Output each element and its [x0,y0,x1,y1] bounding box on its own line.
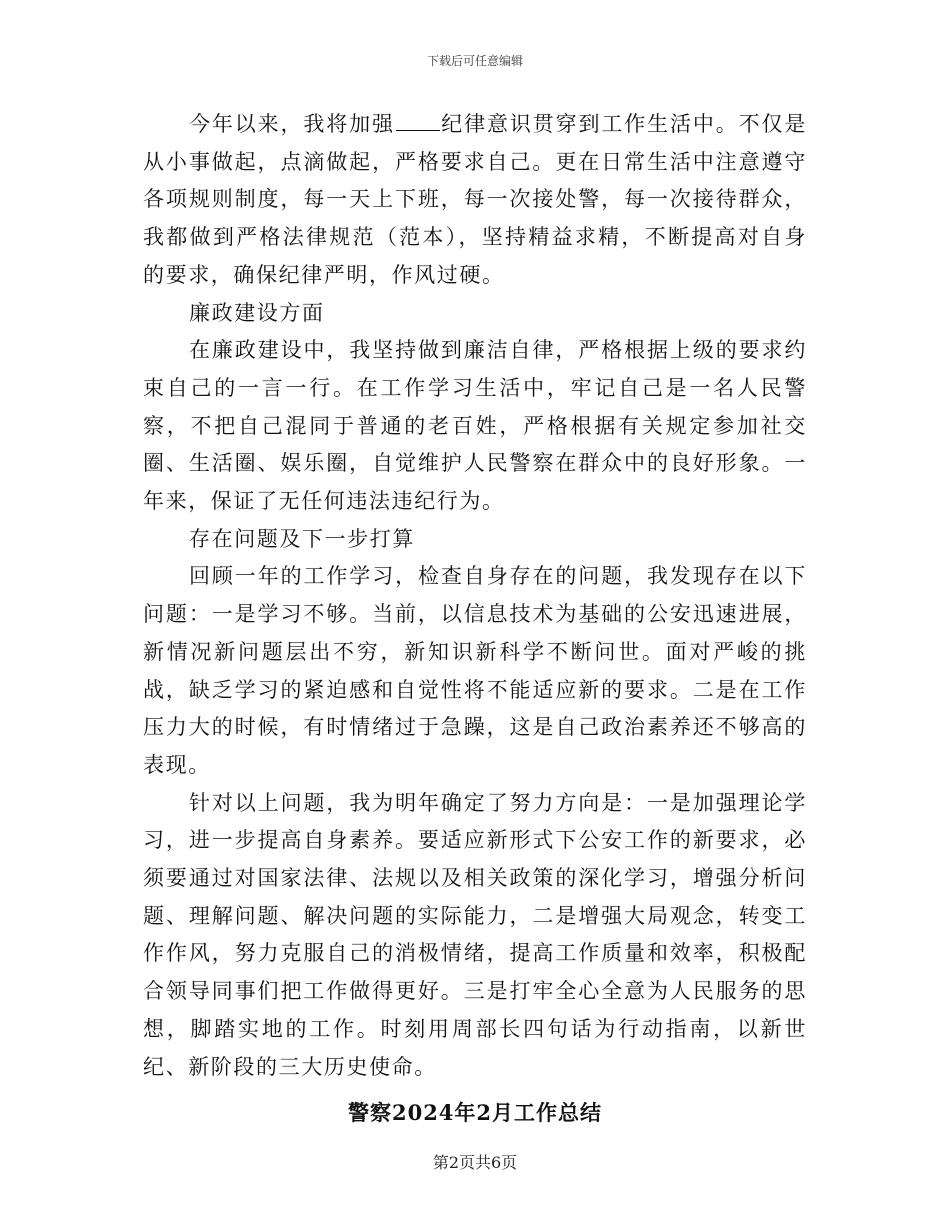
document-body [143,106,807,1128]
paragraph-discipline-rest: 纪律意识贯穿到工作生活中。不仅是从小事做起，点滴做起，严格要求自己。更在日常生活中注意遵守各项规则制度，每一天上下班，每一次接处警，每一次接待群众，我都做到严格法律规范（范本），坚持精益求精，不断提高对自身的要求，确保纪律严明，作风过硬。 [143,112,807,287]
page-header-note: 下载后可任意编辑 [426,54,523,68]
paragraph-plans: 针对以上问题，我为明年确定了努力方向是：一是加强理论学习，进一步提高自身素养。要适应新形式下公安工作的新要求，必须要通过对国家法律、法规以及相关政策的深化学习，增强分析问题、理解问题、解决问题的实际能力，二是增强大局观念，转变工作作风，努力克服自己的消极情绪，提高工作质量和效率，积极配合领导同事们把工作做得更好。三是打牢全心全意为人民服务的思想，脚踏实地的工作。时刻用周部长四句话为行动指南，以新世纪、新阶段的三大历史使命。 [143,790,807,1079]
paragraph-discipline [143,106,807,295]
fill-in-blank [396,112,440,131]
next-document-title: 警察2024年2月工作总结 [347,1100,603,1126]
paragraph-integrity: 在廉政建设中，我坚持做到廉洁自律，严格根据上级的要求约束自己的一言一行。在工作学习生活中，牢记自己是一名人民警察，不把自己混同于普通的老百姓，严格根据有关规定参加社交圈、生活圈、娱乐圈，自觉维护人民警察在群众中的良好形象。一年来，保证了无任何违法违纪行为。 [143,338,807,514]
paragraph-problems: 回顾一年的工作学习，检查自身存在的问题，我发现存在以下问题：一是学习不够。当前，以信息技术为基础的公安迅速进展，新情况新问题层出不穷，新知识新科学不断问世。面对严峻的挑战，缺乏学习的紧迫感和自觉性将不能适应新的要求。二是在工作压力大的时候，有时情绪过于急躁，这是自己政治素养还不够高的表现。 [143,564,807,777]
paragraph-discipline-start: 今年以来，我将加强 [189,112,395,136]
page-number-footer: 第2页共6页 [432,1153,518,1172]
section-heading-integrity: 廉政建设方面 [189,300,325,325]
section-heading-problems: 存在问题及下一步打算 [189,526,415,551]
